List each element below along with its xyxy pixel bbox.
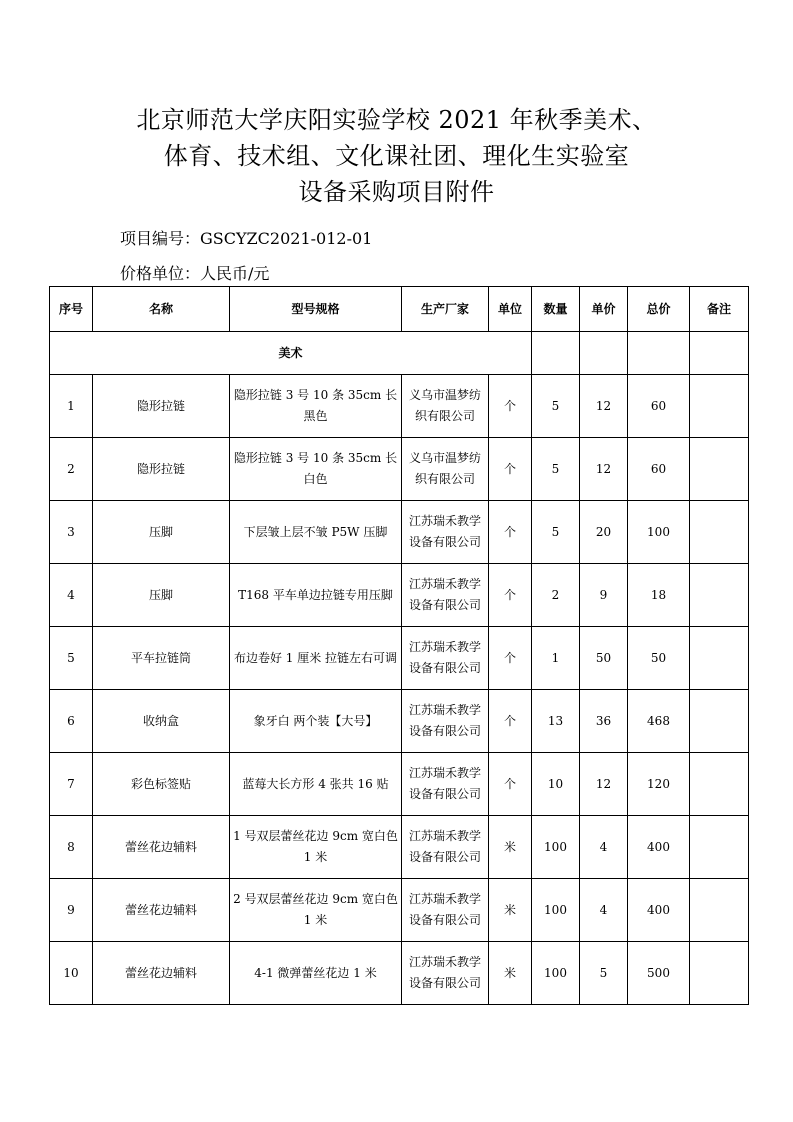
cell-maker: 义乌市温梦纺织有限公司 xyxy=(402,375,489,438)
section-row xyxy=(50,332,749,375)
cell-unit: 个 xyxy=(489,375,532,438)
project-code: 项目编号：GSCYZC2021-012-01 xyxy=(120,229,373,248)
cell-spec: 4-1 微弹蕾丝花边 1 米 xyxy=(230,942,402,1005)
table-row xyxy=(50,942,749,1005)
cell-note xyxy=(690,753,749,816)
cell-note xyxy=(690,816,749,879)
header-name: 名称 xyxy=(93,287,230,332)
header-spec: 型号规格 xyxy=(230,287,402,332)
document-title xyxy=(60,102,733,210)
cell-note xyxy=(690,942,749,1005)
cell-note xyxy=(690,375,749,438)
cell-total: 60 xyxy=(628,438,690,501)
cell-spec: 1 号双层蕾丝花边 9cm 宽白色 1 米 xyxy=(230,816,402,879)
title-line-3: 设备采购项目附件 xyxy=(298,178,495,206)
cell-spec: 2 号双层蕾丝花边 9cm 宽白色 1 米 xyxy=(230,879,402,942)
cell-price: 9 xyxy=(580,564,628,627)
cell-maker: 江苏瑞禾教学设备有限公司 xyxy=(402,564,489,627)
table-row xyxy=(50,753,749,816)
cell-index: 2 xyxy=(50,438,93,501)
cell-total: 400 xyxy=(628,816,690,879)
cell-qty: 100 xyxy=(532,942,580,1005)
cell-qty: 100 xyxy=(532,879,580,942)
cell-unit: 个 xyxy=(489,501,532,564)
cell-unit: 米 xyxy=(489,879,532,942)
cell-unit: 个 xyxy=(489,690,532,753)
section-empty-cell xyxy=(580,332,628,375)
header-maker: 生产厂家 xyxy=(402,287,489,332)
header-total: 总价 xyxy=(628,287,690,332)
cell-spec: 象牙白 两个装【大号】 xyxy=(230,690,402,753)
cell-maker: 江苏瑞禾教学设备有限公司 xyxy=(402,942,489,1005)
cell-note xyxy=(690,879,749,942)
cell-maker: 江苏瑞禾教学设备有限公司 xyxy=(402,753,489,816)
header-unit: 单位 xyxy=(489,287,532,332)
section-name: 美术 xyxy=(50,332,532,375)
cell-note xyxy=(690,501,749,564)
cell-qty: 10 xyxy=(532,753,580,816)
cell-index: 5 xyxy=(50,627,93,690)
cell-name: 蕾丝花边辅料 xyxy=(93,942,230,1005)
cell-spec: 布边卷好 1 厘米 拉链左右可调 xyxy=(230,627,402,690)
cell-spec: 下层皱上层不皱 P5W 压脚 xyxy=(230,501,402,564)
cell-index: 3 xyxy=(50,501,93,564)
table-row xyxy=(50,501,749,564)
cell-total: 18 xyxy=(628,564,690,627)
price-unit: 价格单位：人民币/元 xyxy=(120,264,270,283)
cell-spec: T168 平车单边拉链专用压脚 xyxy=(230,564,402,627)
cell-name: 平车拉链筒 xyxy=(93,627,230,690)
section-empty-cell xyxy=(690,332,749,375)
cell-index: 1 xyxy=(50,375,93,438)
cell-spec: 隐形拉链 3 号 10 条 35cm 长 黑色 xyxy=(230,375,402,438)
cell-name: 隐形拉链 xyxy=(93,438,230,501)
cell-price: 50 xyxy=(580,627,628,690)
section-empty-cell xyxy=(628,332,690,375)
cell-note xyxy=(690,690,749,753)
header-index: 序号 xyxy=(50,287,93,332)
cell-unit: 个 xyxy=(489,627,532,690)
cell-name: 彩色标签贴 xyxy=(93,753,230,816)
cell-qty: 5 xyxy=(532,375,580,438)
cell-index: 6 xyxy=(50,690,93,753)
table-row xyxy=(50,438,749,501)
cell-unit: 个 xyxy=(489,564,532,627)
cell-total: 50 xyxy=(628,627,690,690)
procurement-table xyxy=(49,286,749,1005)
table-header-row xyxy=(50,287,749,332)
header-note: 备注 xyxy=(690,287,749,332)
cell-name: 压脚 xyxy=(93,501,230,564)
cell-price: 4 xyxy=(580,816,628,879)
cell-unit: 个 xyxy=(489,438,532,501)
cell-maker: 江苏瑞禾教学设备有限公司 xyxy=(402,627,489,690)
cell-total: 60 xyxy=(628,375,690,438)
cell-name: 收纳盒 xyxy=(93,690,230,753)
cell-name: 蕾丝花边辅料 xyxy=(93,879,230,942)
cell-total: 468 xyxy=(628,690,690,753)
cell-index: 7 xyxy=(50,753,93,816)
cell-total: 100 xyxy=(628,501,690,564)
cell-name: 隐形拉链 xyxy=(93,375,230,438)
table-row xyxy=(50,690,749,753)
cell-index: 9 xyxy=(50,879,93,942)
table-row xyxy=(50,375,749,438)
cell-price: 5 xyxy=(580,942,628,1005)
header-price: 单价 xyxy=(580,287,628,332)
cell-qty: 5 xyxy=(532,438,580,501)
cell-maker: 江苏瑞禾教学设备有限公司 xyxy=(402,879,489,942)
cell-note xyxy=(690,627,749,690)
cell-maker: 江苏瑞禾教学设备有限公司 xyxy=(402,690,489,753)
cell-maker: 江苏瑞禾教学设备有限公司 xyxy=(402,501,489,564)
table-row xyxy=(50,816,749,879)
cell-note xyxy=(690,438,749,501)
table-row xyxy=(50,879,749,942)
table-row xyxy=(50,564,749,627)
cell-price: 4 xyxy=(580,879,628,942)
cell-price: 12 xyxy=(580,375,628,438)
cell-index: 8 xyxy=(50,816,93,879)
cell-price: 20 xyxy=(580,501,628,564)
cell-spec: 隐形拉链 3 号 10 条 35cm 长 白色 xyxy=(230,438,402,501)
title-line-2: 体育、技术组、文化课社团、理化生实验室 xyxy=(163,142,630,170)
title-line-1: 北京师范大学庆阳实验学校 2021 年秋季美术、 xyxy=(136,106,657,134)
cell-index: 10 xyxy=(50,942,93,1005)
cell-price: 12 xyxy=(580,753,628,816)
cell-qty: 2 xyxy=(532,564,580,627)
cell-maker: 江苏瑞禾教学设备有限公司 xyxy=(402,816,489,879)
cell-maker: 义乌市温梦纺织有限公司 xyxy=(402,438,489,501)
cell-qty: 1 xyxy=(532,627,580,690)
cell-unit: 个 xyxy=(489,753,532,816)
cell-name: 蕾丝花边辅料 xyxy=(93,816,230,879)
cell-qty: 5 xyxy=(532,501,580,564)
cell-unit: 米 xyxy=(489,942,532,1005)
cell-total: 400 xyxy=(628,879,690,942)
cell-qty: 100 xyxy=(532,816,580,879)
cell-spec: 蓝莓大长方形 4 张共 16 贴 xyxy=(230,753,402,816)
cell-index: 4 xyxy=(50,564,93,627)
cell-qty: 13 xyxy=(532,690,580,753)
cell-price: 36 xyxy=(580,690,628,753)
cell-total: 120 xyxy=(628,753,690,816)
cell-unit: 米 xyxy=(489,816,532,879)
cell-note xyxy=(690,564,749,627)
header-qty: 数量 xyxy=(532,287,580,332)
cell-name: 压脚 xyxy=(93,564,230,627)
table-row xyxy=(50,627,749,690)
cell-price: 12 xyxy=(580,438,628,501)
cell-total: 500 xyxy=(628,942,690,1005)
section-empty-cell xyxy=(532,332,580,375)
